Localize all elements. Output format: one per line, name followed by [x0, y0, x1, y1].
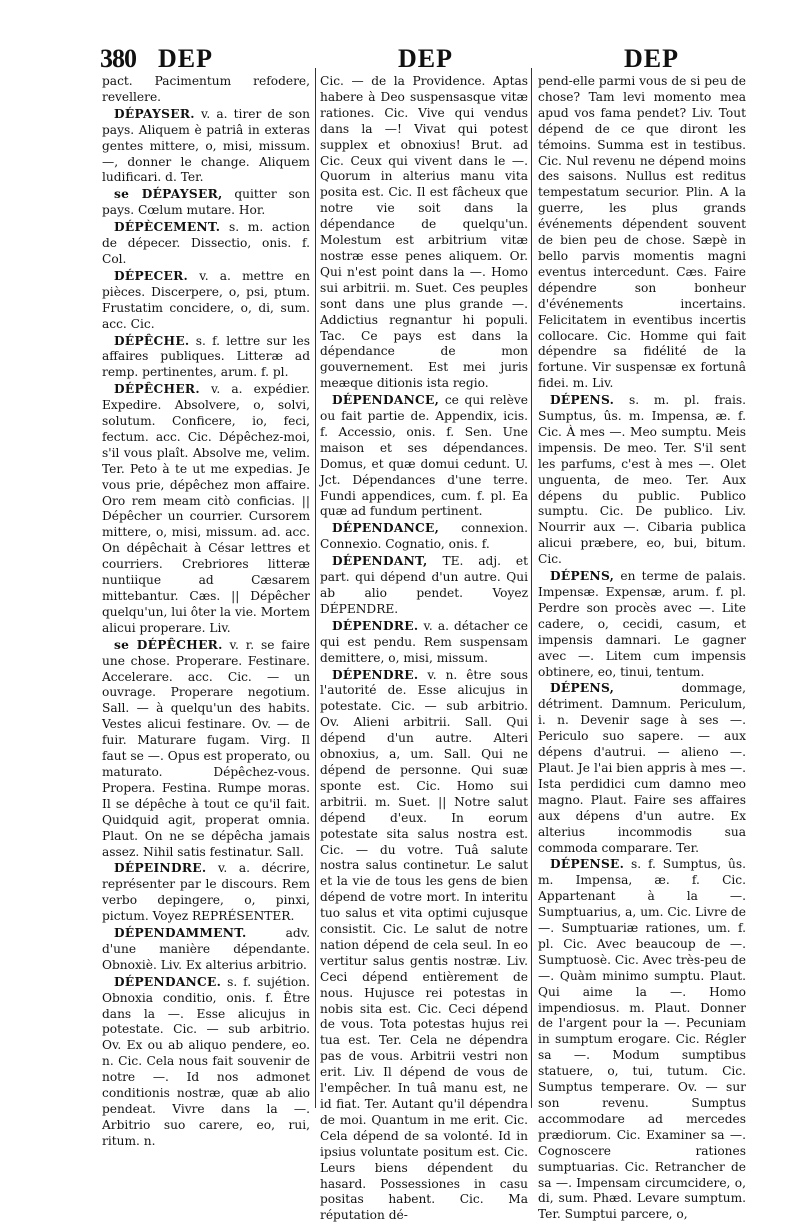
dictionary-entry [102, 382, 310, 637]
column-middle [320, 74, 528, 1223]
entry-text: s. f. lettre sur les affaires publiques. Litteræ ad remp. pertinentes, arum. f. pl. [102, 333, 310, 380]
continued-text [538, 74, 746, 392]
entry-text: ce qui relève ou fait partie de. Appendix, icis. f. Accessio, onis. f. Sen. Une maison et ses dépendances. Domus, et quæ domui cedunt. U. Jct. Dépendances d'une terre. Fundi appendices, cum. f. pl. Ea quæ ad fundum pertinent. [320, 393, 528, 519]
dictionary-entry [538, 681, 746, 856]
running-head-left: DEP [158, 44, 213, 73]
entry-text: Cic. — de la Providence. Aptas habere à Deo suspensasque vitæ rationes. Cic. Vive qui vendus dans la —! Vivat qui potest supplex et obnoxius! Brut. ad Cic. Ceux qui vivent dans le —. Quorum in alterius manu vita posita est. Cic. Il est fâcheux que notre vie soit dans la dépendance de quelqu'un. Molestum est arbitrium vitæ nostræ esse penes aliquem. Or. Qui n'est point dans la —. Homo sui arbitrii. m. Suet. Ces peuples sont dans une plus grande —. Addictius regnantur hi populi. Tac. Ce pays est dans la dépendance de mon gouvernement. Est mei juris meæque ditionis ista regio. [320, 74, 528, 391]
dictionary-entry [102, 926, 310, 974]
headword: DÉPÈCEMENT. [114, 220, 221, 235]
entry-text: dommage, détriment. Damnum. Periculum, i. n. Devenir sage à ses —. Periculo suo sapere. — aux dépens d'autrui. — alieno —. Plaut. Je l'ai bien appris à mes —. Ista perdidici cum damno meo magno. Plaut. Faire ses affaires aux dépens d'un autre. Ex alterius incommodis sua commoda comparare. Ter. [538, 681, 746, 855]
dictionary-entry [102, 220, 310, 268]
entry-text: v. a. mettre en pièces. Discerpere, o, psi, ptum. Frustatim concidere, o, di, sum. acc. Cic. [102, 268, 310, 331]
headword: DÉPÊCHE. [114, 333, 190, 348]
dictionary-entry [538, 857, 746, 1223]
entry-text: s. m. pl. frais. Sumptus, ûs. m. Impensa, æ. f. Cic. À mes —. Meo sumptu. Meis impensis. De meo. Ter. S'il sent les parfums, c'est à mes —. Olet unguenta, de meo. Ter. Aux dépens du public. Publico sumptu. Cic. De publico. Liv. Nourrir aux —. Cibaria publica alicui præbere, eo, bui, bitum. Cic. [538, 393, 746, 567]
dictionary-entry [320, 554, 528, 618]
entry-text: s. f. Sumptus, ûs. m. Impensa, æ. f. Cic. Appartenant à la —. Sumptuarius, a, um. Cic. Livre de —. Sumptuariæ rationes, um. f. pl. Cic. Avec beaucoup de —. Sumptuosè. Cic. Avec très-peu de —. Quàm minimo sumptu. Plaut. Qui aime la —. Homo impendiosus. m. Plaut. Donner de l'argent pour la —. Pecuniam in sumptum erogare. Cic. Régler sa —. Modum sumptibus statuere, o, tui, tutum. Cic. Sumptus temperare. Ov. — sur son revenu. Sumptus accommodare ad mercedes prædiorum. Cic. Examiner sa —. Cognoscere rationes sumptuarias. Cic. Retrancher de sa —. Impensam circumcidere, o, di, sum. Phæd. Levare sumptum. Ter. Sumptui parcere, o, [538, 857, 746, 1222]
entry-text: v. a. expédier. Expedire. Absolvere, o, solvi, solutum. Conficere, io, feci, fectum. acc. Cic. Dépêchez-moi, s'il vous plaît. Absolve me, velim. Ter. Peto à te ut me expedias. Je vous prie, dépêchez mon affaire. Oro rem meam citò conficias. || Dépêcher un courrier. Cursorem mittere, o, misi, missum. ad. acc. On dépêchait à César lettres et courriers. Crebriores litteræ nuntiique ad Cæsarem mittebantur. Cæs. || Dépêcher quelqu'un, lui ôter la vie. Mortem alicui properare. Liv. [102, 382, 310, 635]
headword: DÉPENDANCE, [332, 521, 440, 536]
headword: DÉPENS. [550, 393, 615, 408]
dictionary-entry [320, 521, 528, 553]
headword: DÉPAYSER. [114, 106, 195, 121]
dictionary-entry [320, 668, 528, 1224]
continued-text [102, 74, 310, 106]
entry-text: v. a. détacher ce qui est pendu. Rem suspensam demittere, o, misi, missum. [320, 618, 528, 665]
headword: DÉPENDAMMENT. [114, 926, 247, 941]
headword: se DÉPAYSER, [114, 187, 223, 202]
page-header [100, 44, 750, 74]
running-head-center: DEP [398, 44, 453, 73]
running-head-right: DEP [624, 44, 679, 73]
entry-text: pact. Pacimentum refodere, revellere. [102, 74, 310, 104]
entry-text: v. a. tirer de son pays. Aliquem è patriâ in exteras gentes mittere, o, misi, missum. —, donner le change. Aliquem ludificari. d. Ter. [102, 106, 310, 185]
headword: DÉPENDANCE. [114, 974, 222, 989]
dictionary-entry [538, 393, 746, 568]
entry-text: en terme de palais. Impensæ. Expensæ, arum. f. pl. Perdre son procès avec —. Lite cadere, o, cecidi, casum, et impensis damnari. Le gagner avec —. Litem cum impensis obtinere, eo, tinui, tentum. [538, 569, 746, 679]
dictionary-entry [102, 334, 310, 382]
headword: DÉPÊCHER. [114, 382, 200, 397]
dictionary-entry [102, 975, 310, 1150]
entry-text: TE. adj. et part. qui dépend d'un autre. Qui ab alio pendet. Voyez DÉPENDRE. [320, 554, 528, 616]
entry-text: connexion. Connexio. Cognatio, onis. f. [320, 521, 528, 552]
headword: DÉPENDRE. [332, 667, 419, 682]
dictionary-entry [320, 393, 528, 520]
entry-text: v. n. être sous l'autorité de. Esse alicujus in potestate. Cic. — sub arbitrio. Ov. Alieni arbitrii. Sall. Qui dépend d'un autre. Alteri obnoxius, a, um. Sall. Qui ne dépend de personne. Qui suæ sponte est. Cic. Homo sui arbitrii. m. Suet. || Notre salut dépend d'eux. In eorum potestate sita salus nostra est. Cic. — du votre. Tuâ salute nostra salus continetur. Le salut et la vie de tous les gens de bien dépend de votre mort. In interitu tuo salus et vita optimi cujusque consistit. Cic. Le salut de notre nation dépend de cela seul. In eo vertitur salus gentis nostræ. Liv. Ceci dépend entièrement de nous. Hujusce rei potestas in nobis sita est. Cic. Ceci dépend de vous. Tota potestas hujus rei tua est. Ter. Cela ne dépendra pas de vous. Arbitrii vestri non erit. Liv. Il dépend de vous de l'empêcher. In tuâ manu est, ne id fiat. Ter. Autant qu'il dépendra de moi. Quantum in me erit. Cic. Cela dépend de sa volonté. Id in ipsius voluntate positum est. Cic. Leurs biens dépendent du hasard. Possessiones in casu positas habent. Cic. Ma réputation dé- [320, 667, 528, 1223]
column-rule [315, 68, 316, 1108]
dictionary-entry [102, 107, 310, 187]
continued-text [320, 74, 528, 392]
column-rule [531, 68, 532, 1108]
headword: DÉPENDANT, [332, 554, 428, 569]
column-right [538, 74, 746, 1222]
headword: DÉPENS, [550, 681, 615, 696]
entry-text: s. m. action de dépecer. Dissectio, onis. f. Col. [102, 220, 310, 266]
headword: se DÉPÊCHER. [114, 637, 223, 652]
headword: DÉPENS, [550, 569, 615, 584]
dictionary-entry [538, 569, 746, 680]
dictionary-entry [320, 619, 528, 667]
dictionary-entry [102, 638, 310, 861]
page-number: 380 [100, 44, 136, 73]
headword: DÉPECER. [114, 268, 189, 283]
dictionary-entry [102, 187, 310, 219]
headword: DÉPENDRE. [332, 618, 419, 633]
dictionary-entry [102, 861, 310, 925]
entry-text: pend-elle parmi vous de si peu de chose? Tam levi momento mea apud vos fama pendet? Liv. Tout dépend de ce que diront les témoins. Summa est in testibus. Cic. Nul revenu ne dépend moins des saisons. Nullus est reditus tempestatum securior. Plin. A la guerre, les plus grands événements dépendent souvent de bien peu de chose. Sæpè in bello parvis momentis magni eventus intercedunt. Cæs. Faire dépendre son bonheur d'événements incertains. Felicitatem in eventibus incertis collocare. Cic. Homme qui fait dépendre sa fidélité de la fortune. Vir suspensæ ex fortunâ fidei. m. Liv. [538, 74, 746, 391]
entry-text: s. f. sujétion. Obnoxia conditio, onis. f. Être dans la —. Esse alicujus in potestate. Cic. — sub arbitrio. Ov. Ex ou ab aliquo pendere, eo. n. Cic. Cela nous fait souvenir de notre —. Id nos admonet conditionis nostræ, quæ ab alio pendeat. Vivre dans la —. Arbitrio suo carere, eo, rui, ritum. n. [102, 974, 310, 1148]
headword: DÉPEINDRE. [114, 861, 207, 876]
headword: DÉPENSE. [550, 857, 625, 872]
entry-text: quitter son pays. Cœlum mutare. Hor. [102, 187, 310, 218]
column-left [102, 74, 310, 1148]
entry-text: adv. d'une manière dépendante. Obnoxiè. Liv. Ex alterius arbitrio. [102, 926, 310, 972]
dictionary-entry [102, 269, 310, 333]
entry-text: v. a. décrire, représenter par le discours. Rem verbo depingere, o, pinxi, pictum. Voyez REPRÉSENTER. [102, 861, 310, 924]
entry-text: v. r. se faire une chose. Properare. Festinare. Accelerare. acc. Cic. — un ouvrage. Properare negotium. Sall. — à quelqu'un des habits. Vestes alicui festinare. Ov. — de fuir. Maturare fugam. Virg. Il faut se —. Opus est properato, ou maturato. Dépêchez-vous. Propera. Festina. Rumpe moras. Il se dépêche à tout ce qu'il fait. Quidquid agit, properat omnia. Plaut. On ne se dépêcha jamais assez. Nihil satis festinatur. Sall. [102, 637, 310, 859]
headword: DÉPENDANCE, [332, 393, 440, 408]
